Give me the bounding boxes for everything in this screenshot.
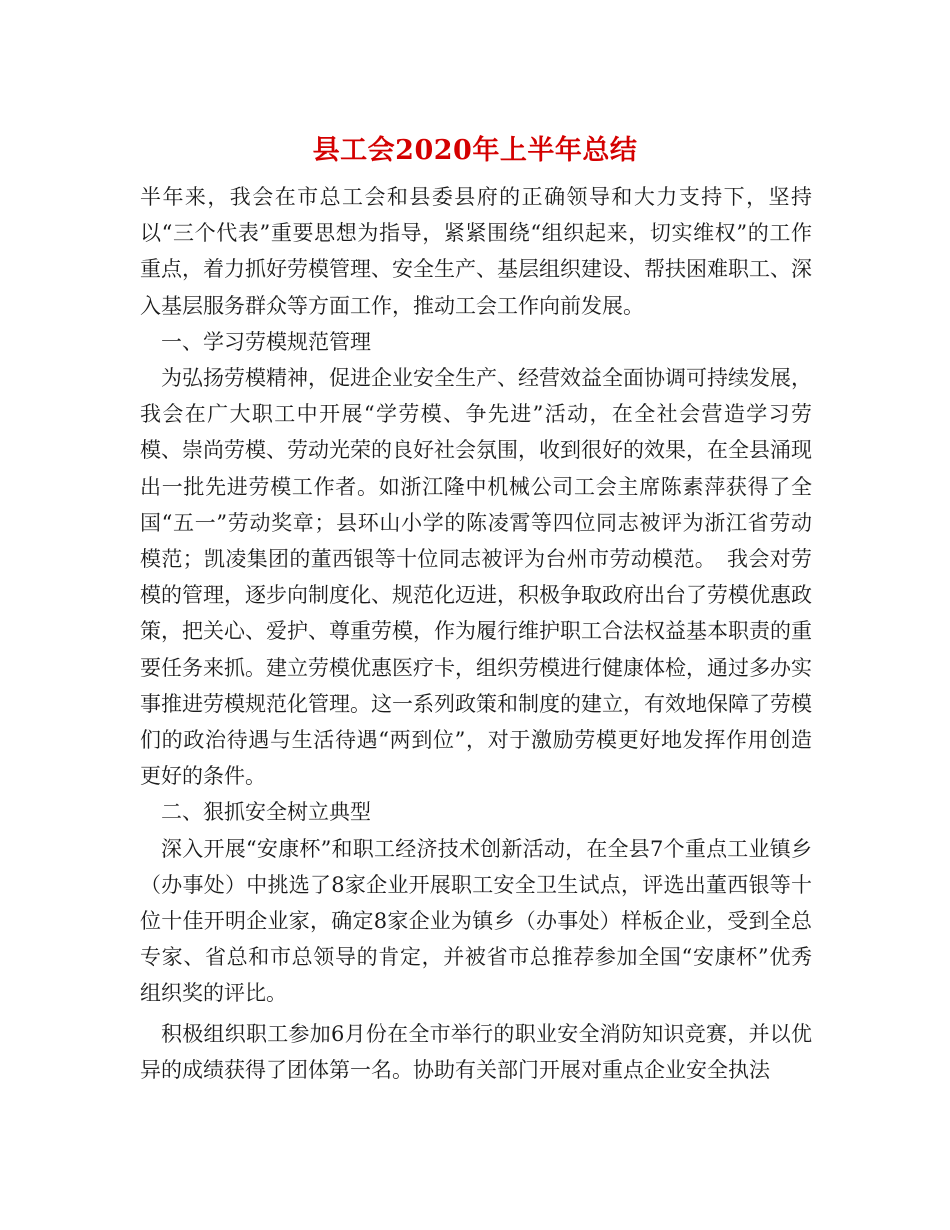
document-title: 县工会2020年上半年总结 — [312, 135, 638, 166]
section-heading-2: 二、狠抓安全树立典型 — [161, 800, 371, 825]
section-2-paragraph-2: 积极组织职工参加6月份在全市举行的职业安全消防知识竞赛，并以优异的成绩获得了团体第一名。协助有关部门开展对重点企业安全执法 — [140, 1021, 812, 1082]
intro-paragraph: 半年来，我会在市总工会和县委县府的正确领导和大力支持下，坚持以“三个代表”重要思想为指导，紧紧围绕“组织起来，切实维权”的工作重点，着力抓好劳模管理、安全生产、基层组织建设、帮扶困难职工、深入基层服务群众等方面工作，推动工会工作向前发展。 — [140, 185, 812, 318]
section-1-paragraph: 为弘扬劳模精神，促进企业安全生产、经营效益全面协调可持续发展，我会在广大职工中开展“学劳模、争先进”活动，在全社会营造学习劳模、崇尚劳模、劳动光荣的良好社会氛围，收到很好的效果，在全县涌现出一批先进劳模工作者。如浙江隆中机械公司工会主席陈素萍获得了全国“五一”劳动奖章；县环山小学的陈凌霄等四位同志被评为浙江省劳动模范；凯凌集团的董西银等十位同志被评为台州市劳动模范。 我会对劳模的管理，逐步向制度化、规范化迈进，积极争取政府出台了劳模优惠政策，把关心、爱护、尊重劳模，作为履行维护职工合法权益基本职责的重要任务来抓。建立劳模优惠医疗卡，组织劳模进行健康体检，通过多办实事推进劳模规范化管理。这一系列政策和制度的建立，有效地保障了劳模们的政治待遇与生活待遇“两到位”，对于激励劳模更好地发挥作用创造更好的条件。 — [140, 366, 812, 789]
section-heading-1: 一、学习劳模规范管理 — [161, 329, 371, 354]
document-body — [140, 179, 812, 1088]
section-2-paragraph-1: 深入开展“安康杯”和职工经济技术创新活动，在全县7个重点工业镇乡（办事处）中挑选了8家企业开展职工安全卫生试点，评选出董西银等十位十佳开明企业家，确定8家企业为镇乡（办事处）样板企业，受到全总专家、省总和市总领导的肯定，并被省市总推荐参加全国“安康杯”优秀组织奖的评比。 — [140, 836, 812, 1006]
